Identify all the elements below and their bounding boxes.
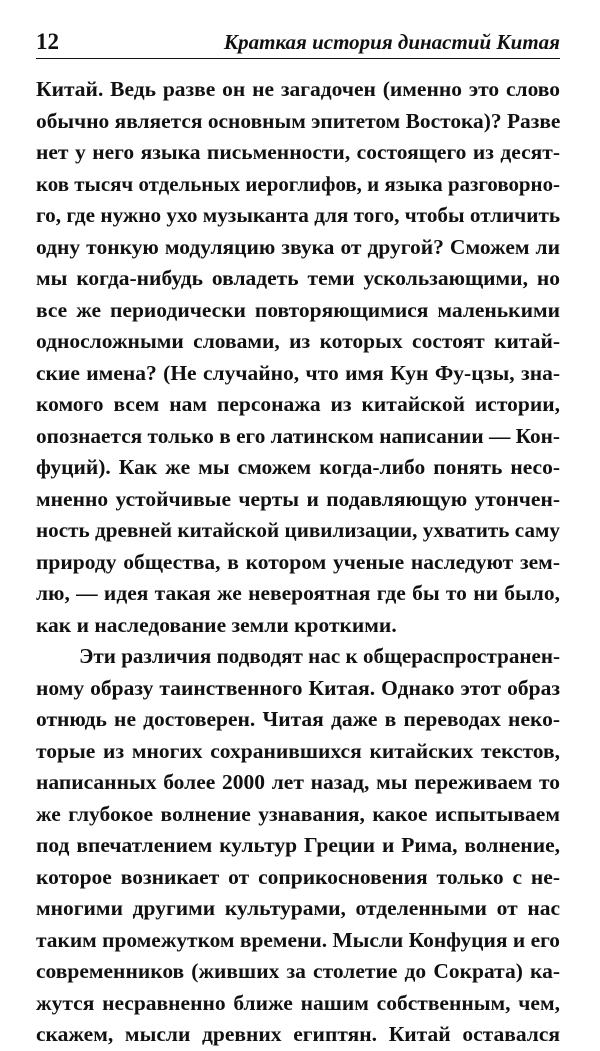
text-line: многими другими культурами, отделенными от нас <box>36 896 560 920</box>
page-number: 12 <box>36 29 59 54</box>
text-line: обычно является основным эпитетом Востока)? Разве <box>36 108 561 133</box>
text-line: природу общества, в котором ученые наследуют зем- <box>36 549 560 574</box>
paragraph-1 <box>36 74 560 641</box>
body-text <box>36 74 560 1051</box>
text-line: мы когда-нибудь овладеть теми ускользающими, но <box>36 266 560 290</box>
text-line: одну тонкую модуляцию звука от другой? Сможем ли <box>36 234 560 259</box>
text-line: фуций). Как же мы сможем когда-либо понять несо- <box>36 455 560 479</box>
text-line: мненно устойчивые черты и подавляющую утончен- <box>36 486 560 511</box>
text-line: комого всем нам персонажа из китайской истории, <box>36 392 560 416</box>
text-line: ность древней китайской цивилизации, ухватить саму <box>36 518 560 542</box>
text-line: как и наследование земли кроткими. <box>36 612 397 637</box>
text-line: же глубокое волнение узнавания, какое испытываем <box>36 801 560 826</box>
text-line: нет у него языка письменности, состоящего из десят- <box>36 140 560 164</box>
text-line: опознается только в его латинском написании — Кон- <box>36 423 560 448</box>
text-line: Китай. Ведь разве он не загадочен (именно это слово <box>36 77 560 101</box>
page-header <box>36 28 560 59</box>
text-line: жутся несравненно ближе нашим собственным, чем, <box>36 990 560 1015</box>
running-title: Краткая история династий Китая <box>223 30 560 54</box>
text-line: го, где нужно ухо музыканта для того, чтобы отличить <box>36 203 561 227</box>
text-line: которое возникает от соприкосновения только с не- <box>36 864 560 889</box>
text-line: отнюдь не достоверен. Читая даже в переводах неко- <box>36 707 560 731</box>
paragraph-2 <box>36 641 560 1051</box>
text-line: односложными словами, из которых состоят китай- <box>36 329 560 353</box>
text-line: торые из многих сохранившихся китайских текстов, <box>36 738 560 763</box>
text-line: таким промежутком времени. Мысли Конфуция и его <box>36 927 561 952</box>
text-line: все же периодически повторяющимися маленькими <box>36 297 560 322</box>
text-line: скажем, мысли древних египтян. Китай оставался <box>36 1022 560 1046</box>
text-line: ков тысяч отдельных иероглифов, и языка разговорно- <box>36 171 561 196</box>
text-line: написанных более 2000 лет назад, мы переживаем то <box>36 770 560 794</box>
text-line: под впечатлением культур Греции и Рима, волнение, <box>36 833 560 857</box>
text-line: лю, — идея такая же невероятная где бы то ни было, <box>36 581 560 605</box>
text-line: ному образу таинственного Китая. Однако этот образ <box>36 675 560 700</box>
text-line: Эти различия подводят нас к общераспространен- <box>79 644 560 668</box>
text-line: современников (живших за столетие до Сократа) ка- <box>36 959 560 983</box>
text-line: ские имена? (Не случайно, что имя Кун Фу-цзы, зна- <box>36 360 560 385</box>
